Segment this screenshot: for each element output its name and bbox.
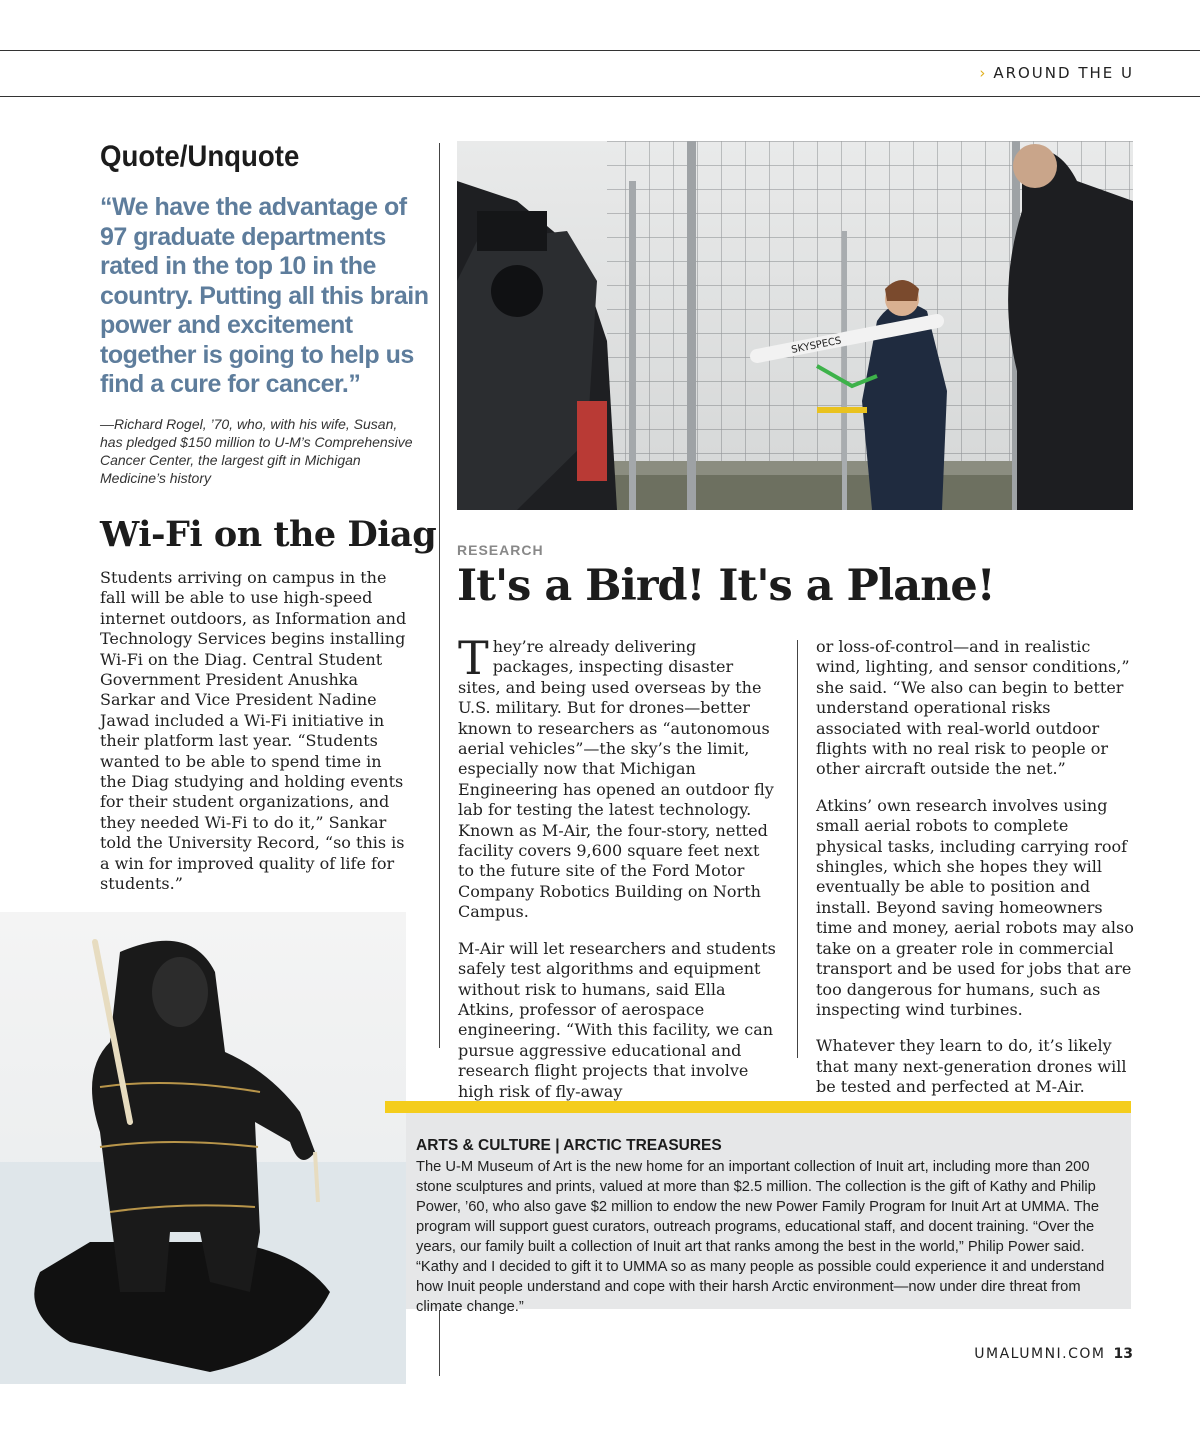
section-label: › AROUND THE U [979, 64, 1134, 82]
top-rule [0, 50, 1200, 51]
drone-label: SKYSPECS [790, 335, 843, 356]
arts-body: The U-M Museum of Art is the new home for an important collection of Inuit art, including more than 200 stone sculptures and prints, valued at more than $2.5 million. The collection is the gift of Kathy and Philip Power, ’60, who also gave $2 million to endow the new Power Family Program for Inuit Art at UMMA. The program will support guest curators, outreach programs, educational staff, and docent training. “Over the years, our family built a collection of Inuit art that ranks among the best in the world,” Philip Power said. “Kathy and I decided to gift it to UMMA so as many people as possible could experience it and understand how Inuit people understand and cope with their harsh Arctic environment—now under dire threat from climate change.” [416, 1159, 1105, 1315]
article-paragraph: or loss-of-control—and in realistic wind, lighting, and sensor conditions,” she said. “We also can begin to better understand operational risks associated with real-world outdoor flights with no real risk to people or other aircraft outside the net.” [816, 637, 1130, 779]
inuit-sculpture-photo [0, 912, 406, 1384]
quote-heading: Quote/Unquote [100, 140, 300, 173]
header-rule [0, 96, 1200, 97]
article-paragraph: Atkins’ own research involves using small aerial robots to complete physical tasks, including carrying roof shingles, which she hopes they will eventually be able to position and install. Beyond saving homeowners time and money, aerial robots may also take on a greater role in commercial transport and be used for jobs that are too dangerous for humans, such as inspecting wind turbines. [816, 795, 1134, 1019]
article-kicker: RESEARCH [457, 542, 544, 558]
article-column-divider [797, 640, 798, 1058]
column-divider [439, 143, 440, 1048]
article-paragraph: M-Air will let researchers and students safely test algorithms and equipment without risk to humans, said Ella Atkins, professor of aerospace engineering. “With this facility, we can pursue aggressive educational and research flight projects that involve high risk of fly-away [458, 938, 776, 1101]
quote-attribution: —Richard Rogel, ’70, who, with his wife, Susan, has pledged $150 million to U-M’s Comprehensive Cancer Center, the largest gift in Michigan Medicine’s history [100, 416, 413, 486]
article-paragraph: Whatever they learn to do, it’s likely that many next-generation drones will be tested and perfected at M-Air. [816, 1036, 1127, 1097]
arts-accent-bar [385, 1101, 1131, 1113]
article-column-1: They’re already delivering packages, inspecting disaster sites, and being used overseas by the U.S. military. But for drones—better known to researchers as “autonomous aerial vehicles”—the sky’s the limit, especially now that Michigan Engineering has opened an outdoor fly lab for testing the latest technology. Known as M-Air, the four-story, netted facility covers 9,600 square feet next to the future site of the Ford Motor Company Robotics Building on North Campus. M-Air will let researchers and students safely test algorithms and equipment without risk to humans, said Ella Atkins, professor of aerospace engineering. “With this facility, we can pursue aggressive educational and research flight projects that involve high risk of fly-away [458, 637, 778, 1118]
pull-quote: “We have the advantage of 97 graduate departments rated in the top 10 in the country. Putting all this brain power and excitement together is going to help us find a cure for cancer.” [100, 193, 429, 398]
page-number: 13 [1113, 1346, 1133, 1362]
arts-title: ARTS & CULTURE | ARCTIC TREASURES [416, 1137, 722, 1154]
wifi-heading: Wi-Fi on the Diag [100, 514, 437, 555]
column-divider-lower [439, 1310, 440, 1376]
chevron-right-icon: › [979, 64, 988, 82]
footer-site: UMALUMNI.COM [974, 1346, 1106, 1362]
drop-cap: T [458, 631, 489, 685]
wifi-body: Students arriving on campus in the fall will be able to use high-speed internet outdoors, as Information and Technology Services begins installing Wi-Fi on the Diag. Central Student Government President Anushka Sarkar and Vice President Nadine Jawad included a Wi-Fi initiative in their platform last year. “Students wanted to be able to spend time in the Diag studying and holding events for their student organizations, and they needed Wi-Fi to do it,” Sankar told the University Record, “so this is a win for improved quality of life for students.” [100, 568, 407, 894]
article-headline: It's a Bird! It's a Plane! [457, 561, 995, 611]
page-footer [974, 1346, 1133, 1362]
drone-lab-photo [457, 141, 1133, 510]
article-column-2 [816, 637, 1136, 1114]
